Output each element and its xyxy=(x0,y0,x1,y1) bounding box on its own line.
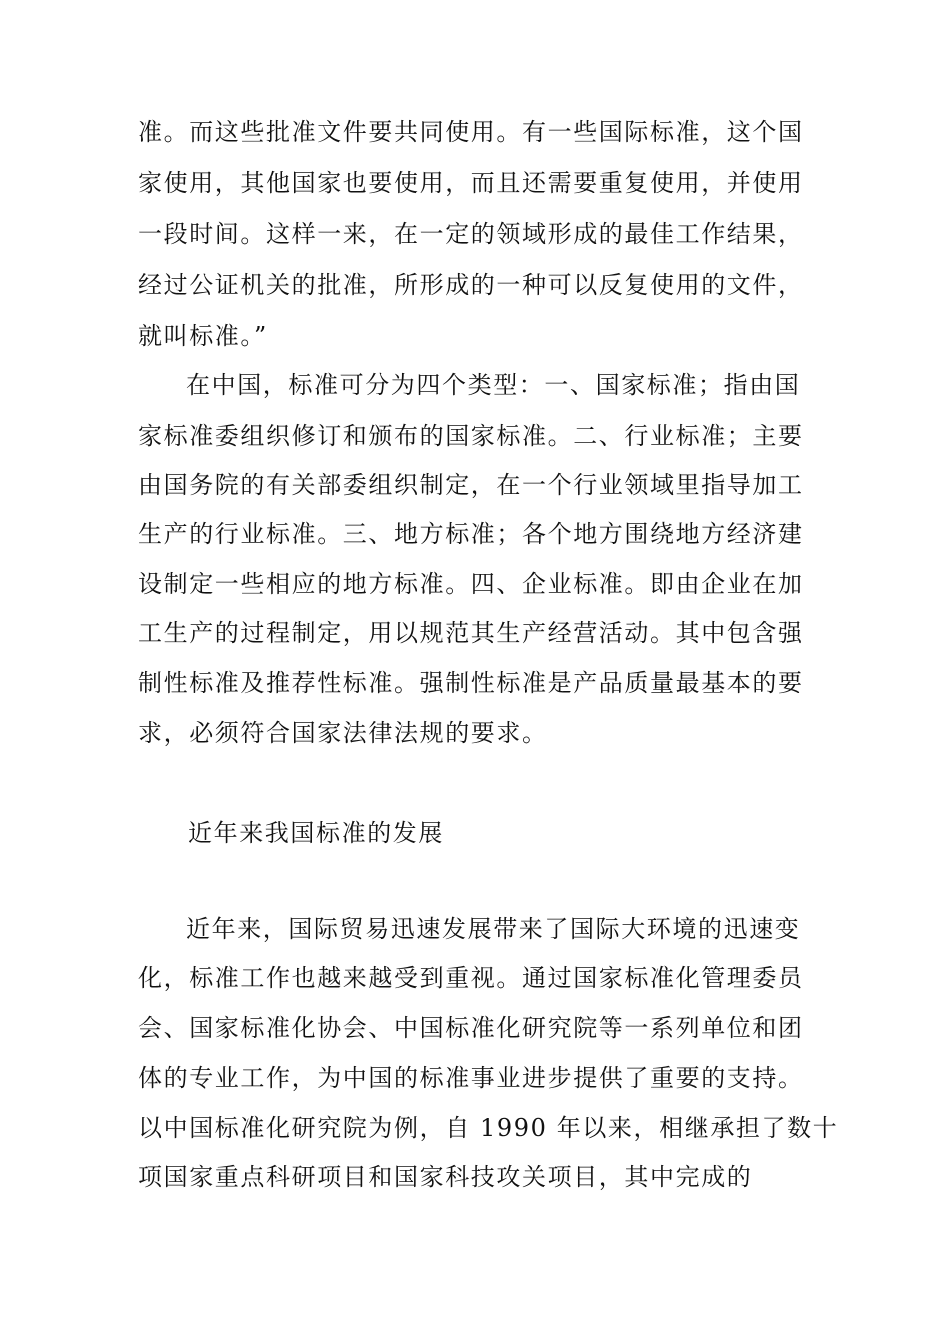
paragraph-1-line-2: 家使用，其他国家也要使用，而且还需要重复使用，并使用 xyxy=(138,169,804,197)
paragraph-2-line-6: 工生产的过程制定，用以规范其生产经营活动。其中包含强 xyxy=(138,619,804,647)
paragraph-2-line-2: 家标准委组织修订和颁布的国家标准。二、行业标准；主要 xyxy=(138,422,804,450)
paragraph-3-line-5: 以中国标准化研究院为例，自 1990 年以来，相继承担了数十 xyxy=(138,1114,839,1142)
paragraph-2-line-1: 在中国，标准可分为四个类型：一、国家标准；指由国 xyxy=(186,371,801,399)
paragraph-1-line-4: 经过公证机关的批准，所形成的一种可以反复使用的文件， xyxy=(138,271,804,299)
paragraph-2-line-3: 由国务院的有关部委组织制定，在一个行业领域里指导加工 xyxy=(138,471,804,499)
paragraph-2-line-8: 求，必须符合国家法律法规的要求。 xyxy=(138,719,548,747)
paragraph-1-line-1: 准。而这些批准文件要共同使用。有一些国际标准，这个国 xyxy=(138,118,804,146)
paragraph-3-line-6: 项国家重点科研项目和国家科技攻关项目，其中完成的 xyxy=(138,1163,753,1191)
paragraph-1-line-5: 就叫标准。” xyxy=(138,322,268,350)
section-heading: 近年来我国标准的发展 xyxy=(188,819,444,847)
paragraph-2-line-7: 制性标准及推荐性标准。强制性标准是产品质量最基本的要 xyxy=(138,669,804,697)
paragraph-3-line-4: 体的专业工作，为中国的标准事业进步提供了重要的支持。 xyxy=(138,1064,804,1092)
paragraph-3-line-2: 化，标准工作也越来越受到重视。通过国家标准化管理委员 xyxy=(138,964,804,992)
paragraph-2-line-4: 生产的行业标准。三、地方标准；各个地方围绕地方经济建 xyxy=(138,520,804,548)
paragraph-2-line-5: 设制定一些相应的地方标准。四、企业标准。即由企业在加 xyxy=(138,570,804,598)
paragraph-1-line-3: 一段时间。这样一来，在一定的领域形成的最佳工作结果， xyxy=(138,220,804,248)
paragraph-3-line-3: 会、国家标准化协会、中国标准化研究院等一系列单位和团 xyxy=(138,1014,804,1042)
paragraph-3-line-1: 近年来，国际贸易迅速发展带来了国际大环境的迅速变 xyxy=(186,915,801,943)
